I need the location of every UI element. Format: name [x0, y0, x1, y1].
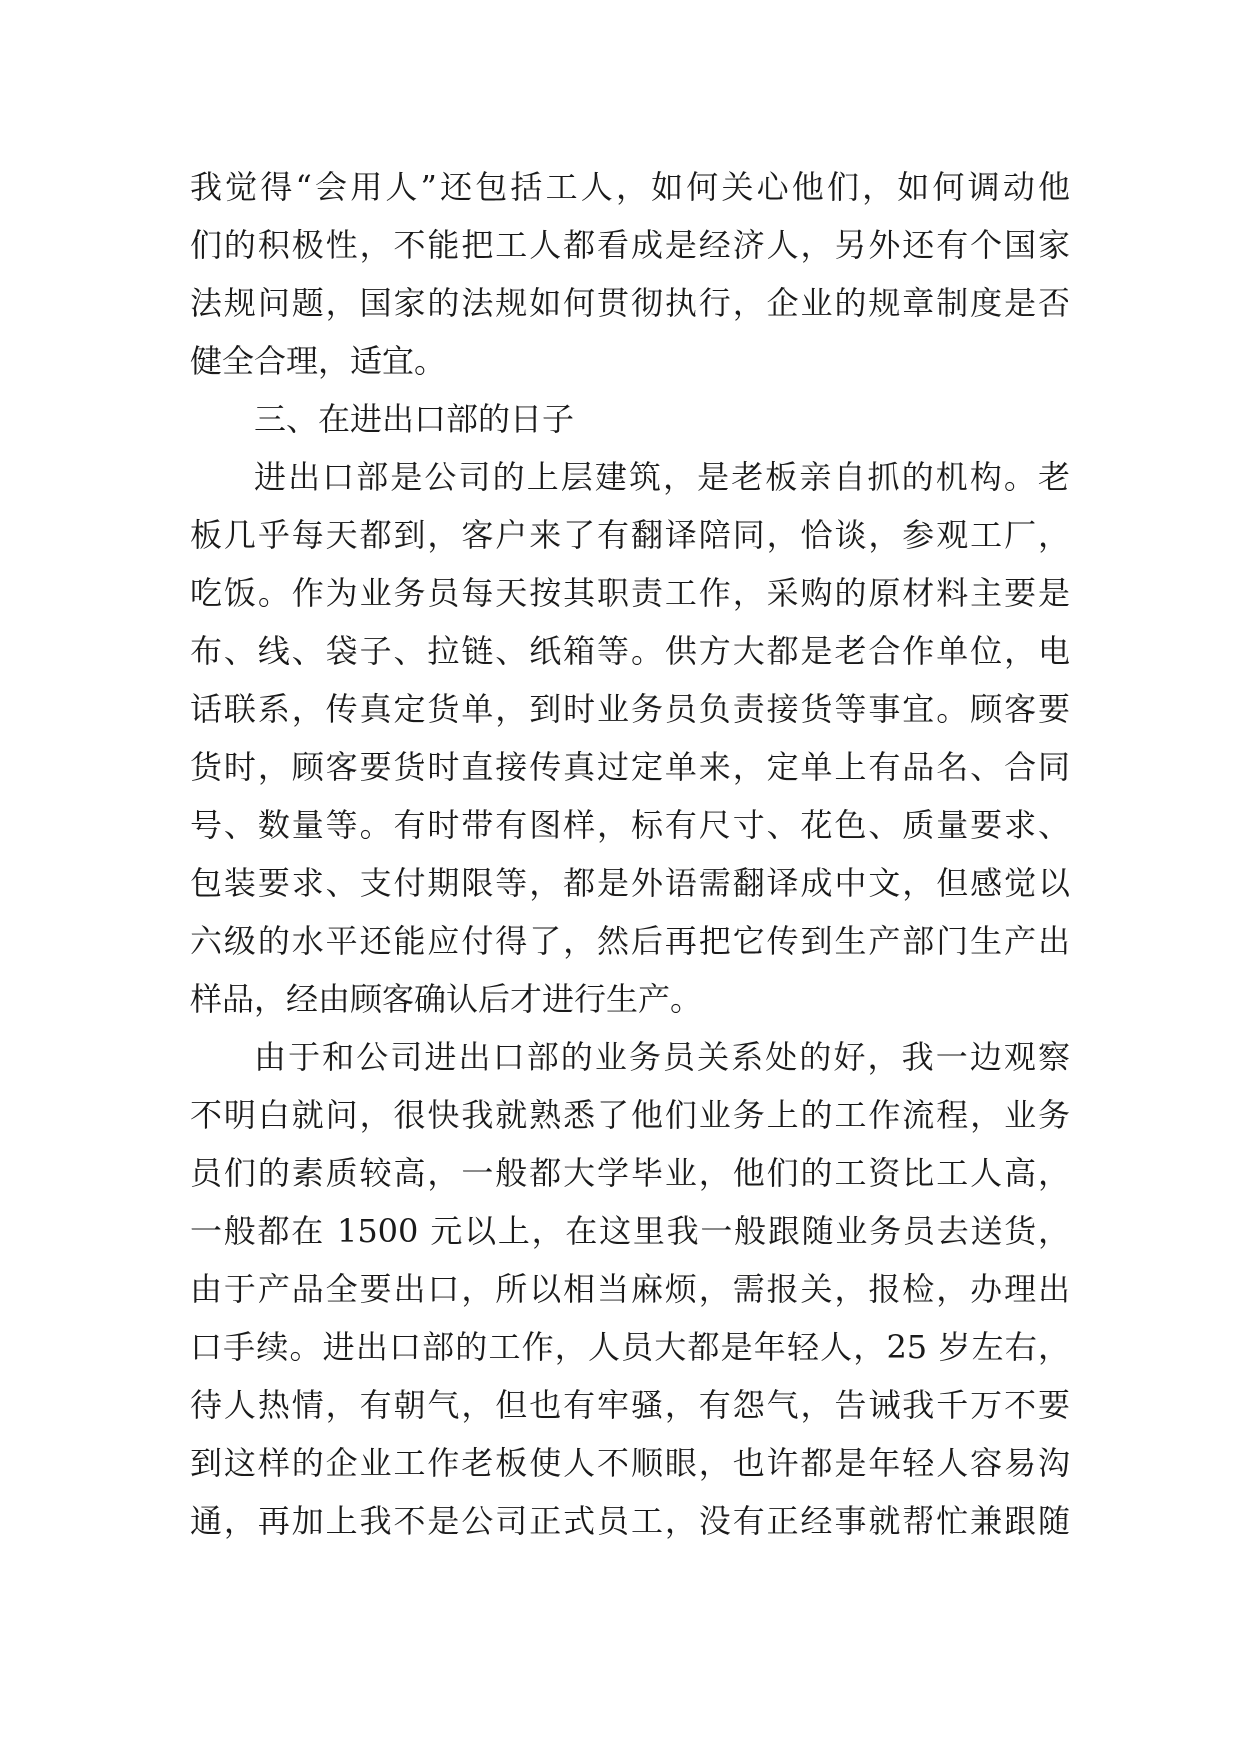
- text-line: 不明白就问，很快我就熟悉了他们业务上的工作流程，业务: [190, 1096, 1070, 1134]
- text-line: 一般都在 1500 元以上，在这里我一般跟随业务员去送货，: [190, 1212, 1070, 1250]
- text-line: 健全合理，适宜。: [190, 342, 447, 380]
- text-line: 员们的素质较高，一般都大学毕业，他们的工资比工人高，: [190, 1154, 1070, 1192]
- text-line: 板几乎每天都到，客户来了有翻译陪同，恰谈，参观工厂，: [190, 516, 1070, 554]
- text-line: 六级的水平还能应付得了，然后再把它传到生产部门生产出: [190, 922, 1070, 960]
- text-line: 包装要求、支付期限等，都是外语需翻译成中文，但感觉以: [190, 864, 1070, 902]
- text-line: 到这样的企业工作老板使人不顺眼，也许都是年轻人容易沟: [190, 1444, 1070, 1482]
- text-line: 由于产品全要出口，所以相当麻烦，需报关，报检，办理出: [190, 1270, 1070, 1308]
- text-line: 布、线、袋子、拉链、纸箱等。供方大都是老合作单位，电: [190, 632, 1070, 670]
- text-line: 号、数量等。有时带有图样，标有尺寸、花色、质量要求、: [190, 806, 1070, 844]
- text-line: 口手续。进出口部的工作，人员大都是年轻人，25 岁左右，: [190, 1328, 1070, 1366]
- text-line: 话联系，传真定货单，到时业务员负责接货等事宜。顾客要: [190, 690, 1070, 728]
- text-line: 样品，经由顾客确认后才进行生产。: [190, 980, 703, 1018]
- text-line: 吃饭。作为业务员每天按其职责工作，采购的原材料主要是: [190, 574, 1070, 612]
- text-line: 法规问题，国家的法规如何贯彻执行，企业的规章制度是否: [190, 284, 1070, 322]
- text-line: 货时，顾客要货时直接传真过定单来，定单上有品名、合同: [190, 748, 1070, 786]
- text-line: 由于和公司进出口部的业务员关系处的好，我一边观察: [254, 1038, 1070, 1076]
- text-line: 进出口部是公司的上层建筑，是老板亲自抓的机构。老: [254, 458, 1070, 496]
- text-line: 我觉得“会用人”还包括工人，如何关心他们，如何调动他: [190, 168, 1070, 206]
- text-line: 们的积极性，不能把工人都看成是经济人，另外还有个国家: [190, 226, 1070, 264]
- text-line: 通，再加上我不是公司正式员工，没有正经事就帮忙兼跟随: [190, 1502, 1070, 1540]
- section-heading: 三、在进出口部的日子: [254, 400, 575, 438]
- text-line: 待人热情，有朝气，但也有牢骚，有怨气，告诫我千万不要: [190, 1386, 1070, 1424]
